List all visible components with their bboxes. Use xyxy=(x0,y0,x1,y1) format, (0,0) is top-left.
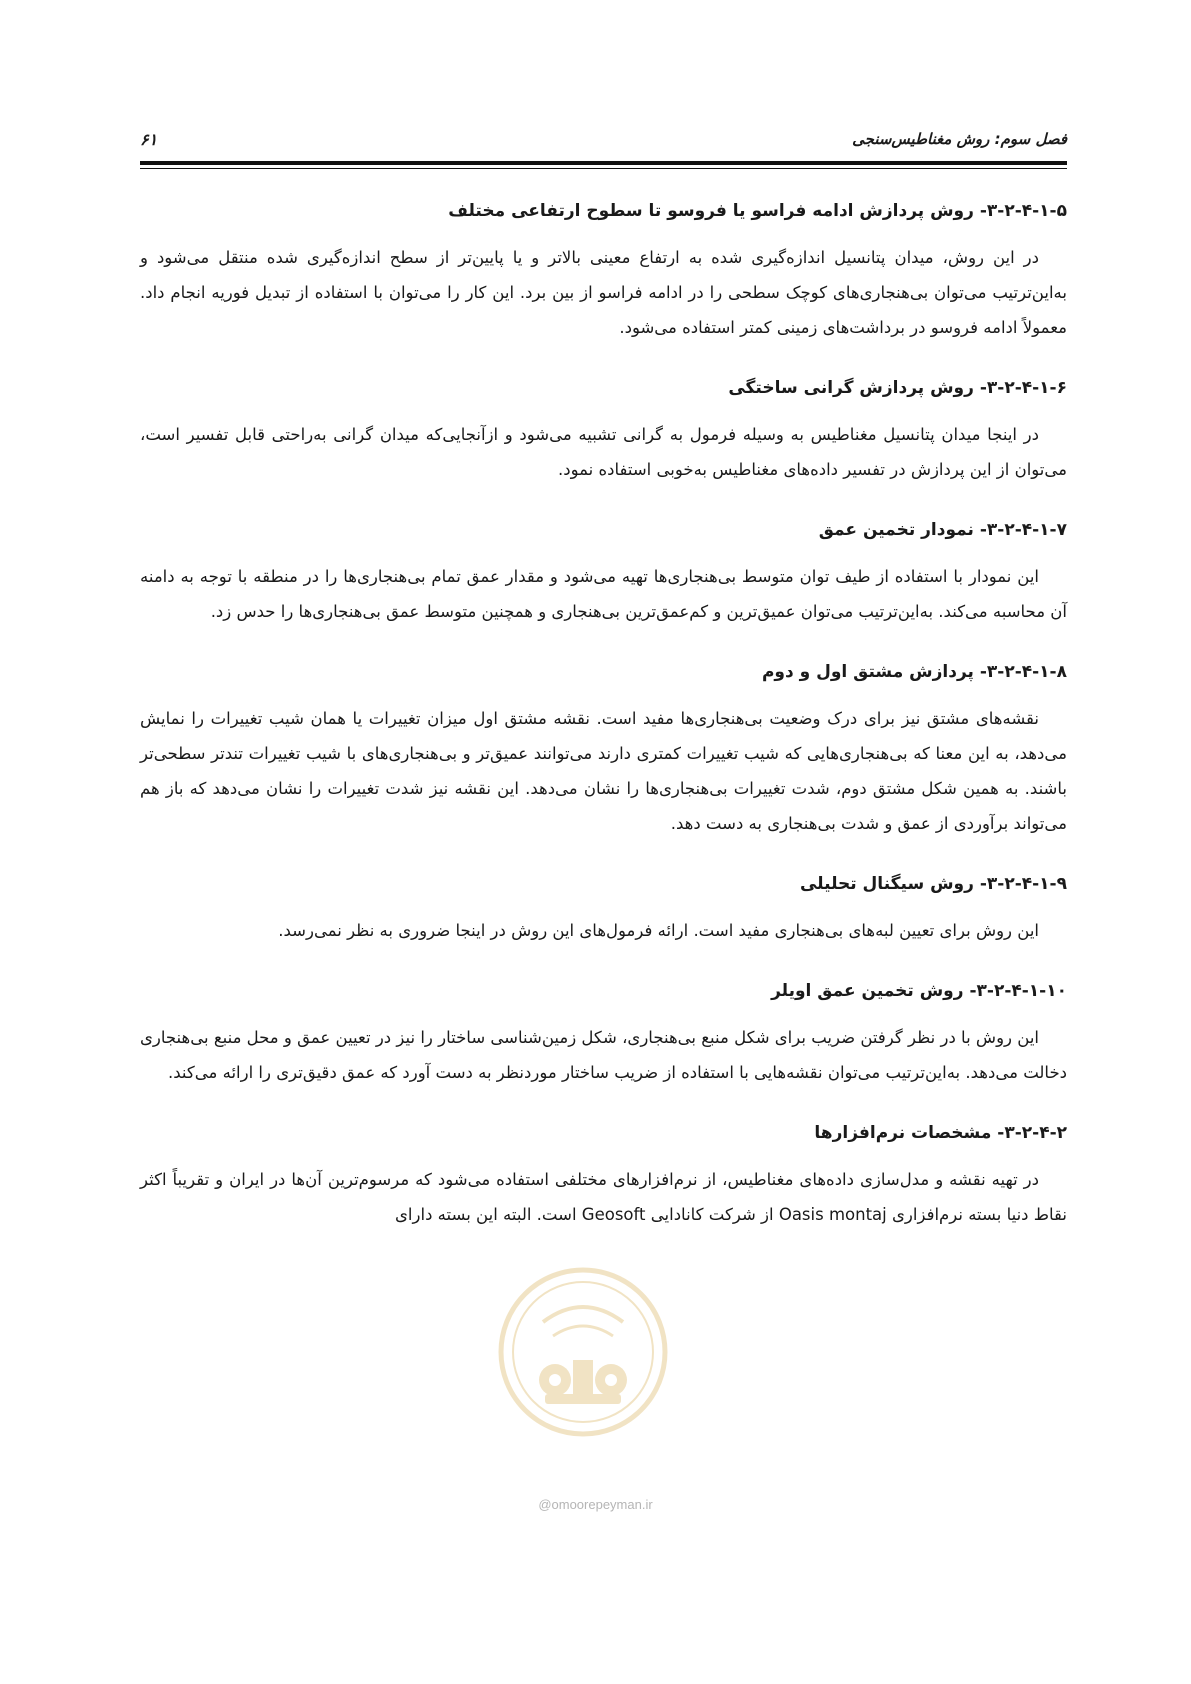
section-paragraph-software: در تهیه نقشه و مدل‌سازی داده‌های مغناطیس، از نرم‌افزارهای مختلفی استفاده می‌شود که مرسوم‌ترین آن‌ها در ایران و تقریباً اکثر نقاط دنیا بسته نرم‌افزاری Oasis montaj از شرکت کانادایی Geosoft است. البته این بسته دارای xyxy=(140,1170,1067,1224)
section-title-8: ۳-۲-۴-۱-۸- پردازش مشتق اول و دوم xyxy=(761,662,1067,682)
page-number: ۶۱ xyxy=(140,130,158,149)
header-rule-thin xyxy=(140,168,1067,169)
page-content xyxy=(140,186,1067,1250)
section-title-9: ۳-۲-۴-۱-۹- روش سیگنال تحلیلی xyxy=(799,874,1067,894)
page-header xyxy=(140,126,1067,162)
section-paragraph-9: این روش برای تعیین لبه‌های بی‌هنجاری مفید است. ارائه فرمول‌های این روش در اینجا ضروری به نظر نمی‌رسد. xyxy=(278,921,1039,940)
chapter-title: فصل سوم: روش مغناطیس‌سنجی xyxy=(852,130,1067,148)
section-paragraph-10: این روش با در نظر گرفتن ضریب برای شکل منبع بی‌هنجاری، شکل زمین‌شناسی ساختار را نیز در تعیین عمق و محل منبع بی‌هنجاری دخالت می‌دهد. به‌این‌ترتیب می‌توان نقشه‌هایی با استفاده از ضریب ساختار موردنظر به دست آورد که عمق دقیق‌تری را ارائه می‌کند. xyxy=(140,1028,1067,1082)
section-paragraph-8: نقشه‌های مشتق نیز برای درک وضعیت بی‌هنجاری‌ها مفید است. نقشه مشتق اول میزان تغییرات یا همان شیب تغییرات را نمایش می‌دهد، به این معنا که بی‌هنجاری‌هایی که شیب تغییرات کمتری دارند می‌توانند عمیق‌تر و بی‌هنجاری‌های با شیب تغییرات تندتر سطحی‌تر باشند. به همین شکل مشتق دوم، شدت تغییرات بی‌هنجاری‌ها را نشان می‌دهد. این نقشه نیز شدت تغییرات را نشان می‌دهد که باز هم می‌تواند برآوردی از عمق و شدت بی‌هنجاری به دست دهد. xyxy=(140,709,1067,833)
section-title-software: ۳-۲-۴-۲- مشخصات نرم‌افزارها xyxy=(814,1123,1067,1143)
section-paragraph-6: در اینجا میدان پتانسیل مغناطیس به وسیله فرمول به گرانی تشبیه می‌شود و ازآنجایی‌که میدان گرانی به‌راحتی قابل تفسیر است، می‌توان از این پردازش در تفسیر داده‌های مغناطیس به‌خوبی استفاده نمود. xyxy=(140,425,1067,479)
watermark-logo-icon xyxy=(493,1262,673,1442)
watermark-url: @omoorepeyman.ir xyxy=(538,1497,653,1512)
section-paragraph-7: این نمودار با استفاده از طیف توان متوسط بی‌هنجاری‌ها تهیه می‌شود و مقدار عمق تمام بی‌هنجاری‌ها را در منطقه با توجه به دامنه آن محاسبه می‌کند. به‌این‌ترتیب می‌توان عمیق‌ترین و کم‌عمق‌ترین بی‌هنجاری و همچنین متوسط عمق بی‌هنجاری‌ها را حدس زد. xyxy=(140,567,1067,621)
section-title-10: ۳-۲-۴-۱-۱۰- روش تخمین عمق اویلر xyxy=(771,981,1067,1001)
section-title-5: ۳-۲-۴-۱-۵- روش پردازش ادامه فراسو یا فروسو تا سطوح ارتفاعی مختلف xyxy=(448,201,1067,221)
section-title-6: ۳-۲-۴-۱-۶- روش پردازش گرانی ساختگی xyxy=(728,378,1067,398)
header-rule-thick xyxy=(140,161,1067,165)
section-title-7: ۳-۲-۴-۱-۷- نمودار تخمین عمق xyxy=(818,520,1067,540)
section-paragraph-5: در این روش، میدان پتانسیل اندازه‌گیری شده به ارتفاع معینی بالاتر و یا پایین‌تر از سطح اندازه‌گیری شده منتقل می‌شود و به‌این‌ترتیب می‌توان بی‌هنجاری‌های کوچک سطحی را در ادامه فراسو از بین برد. این کار را می‌توان با استفاده از تبدیل فوریه انجام داد. معمولاً ادامه فروسو در برداشت‌های زمینی کمتر استفاده می‌شود. xyxy=(140,248,1067,337)
